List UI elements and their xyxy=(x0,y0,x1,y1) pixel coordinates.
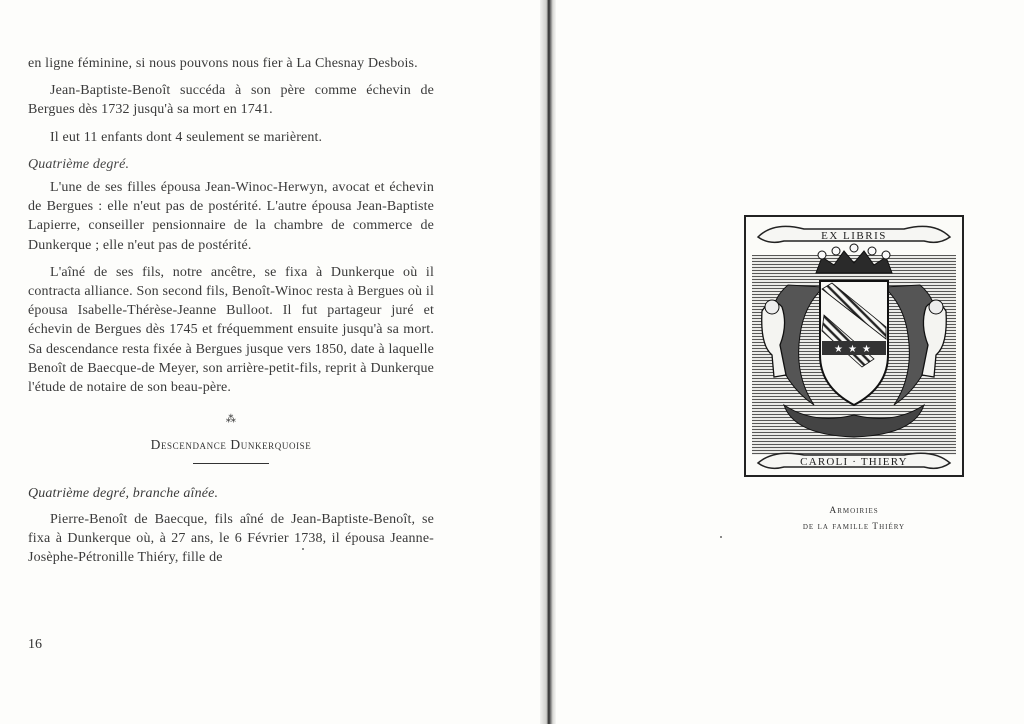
branch-heading: Quatrième degré, branche aînée. xyxy=(28,486,219,502)
stars-ornament: ⁂ xyxy=(225,414,237,426)
paragraph-4: L'une de ses filles épousa Jean-Winoc-Herwyn, avocat et échevin de Bergues : elle n'eut pas de postérité. L'autre épousa Jean-Baptiste Lapierre, conseiller pensionnaire de la chambre de commerce de Dunkerque ; elle n'eut pas de postérité. xyxy=(28,180,434,253)
svg-text:★: ★ xyxy=(862,344,871,355)
section-rule xyxy=(193,463,269,464)
svg-text:★: ★ xyxy=(848,344,857,355)
paper-speck xyxy=(302,548,304,550)
banner-top-text: EX LIBRIS xyxy=(821,230,887,242)
page-number: 16 xyxy=(28,637,42,652)
section-title: Descendance Dunkerquoise xyxy=(150,437,312,453)
book-gutter xyxy=(540,0,556,724)
caption-line-1: Armoiries xyxy=(829,506,879,516)
svg-text:★: ★ xyxy=(834,344,843,355)
degree-heading: Quatrième degré. xyxy=(28,156,130,172)
paragraph-6: Pierre-Benoît de Baecque, fils aîné de Jean-Baptiste-Benoît, se fixa à Dunkerque où, à 27 ans, le 6 Février 1738, il épousa Jeanne-Josèphe-Pétronille Thiéry, fille de xyxy=(28,511,434,566)
paragraph-2: Jean-Baptiste-Benoît succéda à son père comme échevin de Bergues dès 1732 jusqu'à sa mort en 1741. xyxy=(28,83,434,118)
paper-speck xyxy=(720,536,722,538)
paragraph-3: Il eut 11 enfants dont 4 seulement se marièrent. xyxy=(50,129,323,145)
banner-bottom-text: CAROLI · THIERY xyxy=(800,456,908,468)
right-page xyxy=(556,0,1024,724)
bookplate-caption xyxy=(744,503,964,535)
bookplate-engraving xyxy=(744,215,964,477)
section-stars xyxy=(28,409,434,429)
paragraph-1: en ligne féminine, si nous pouvons nous fier à La Chesnay Desbois. xyxy=(28,56,418,71)
left-page-text xyxy=(28,54,434,575)
paragraph-5: L'aîné de ses fils, notre ancêtre, se fixa à Dunkerque où il contracta alliance. Son second fils, Benoît-Winoc resta à Bergues où il épousa Isabelle-Thérèse-Jeanne Bulloot. Il fut partageur juré et échevin de Bergues dès 1745 et fréquemment ensuite jusqu'à sa mort. Sa descendance resta fixée à Bergues jusque vers 1850, date à laquelle Benoît de Baecque-de Meyer, son arrière-petit-fils, reprit à Dunkerque l'étude de notaire de son beau-père. xyxy=(28,264,434,396)
caption-line-2: de la famille Thiéry xyxy=(802,522,906,532)
